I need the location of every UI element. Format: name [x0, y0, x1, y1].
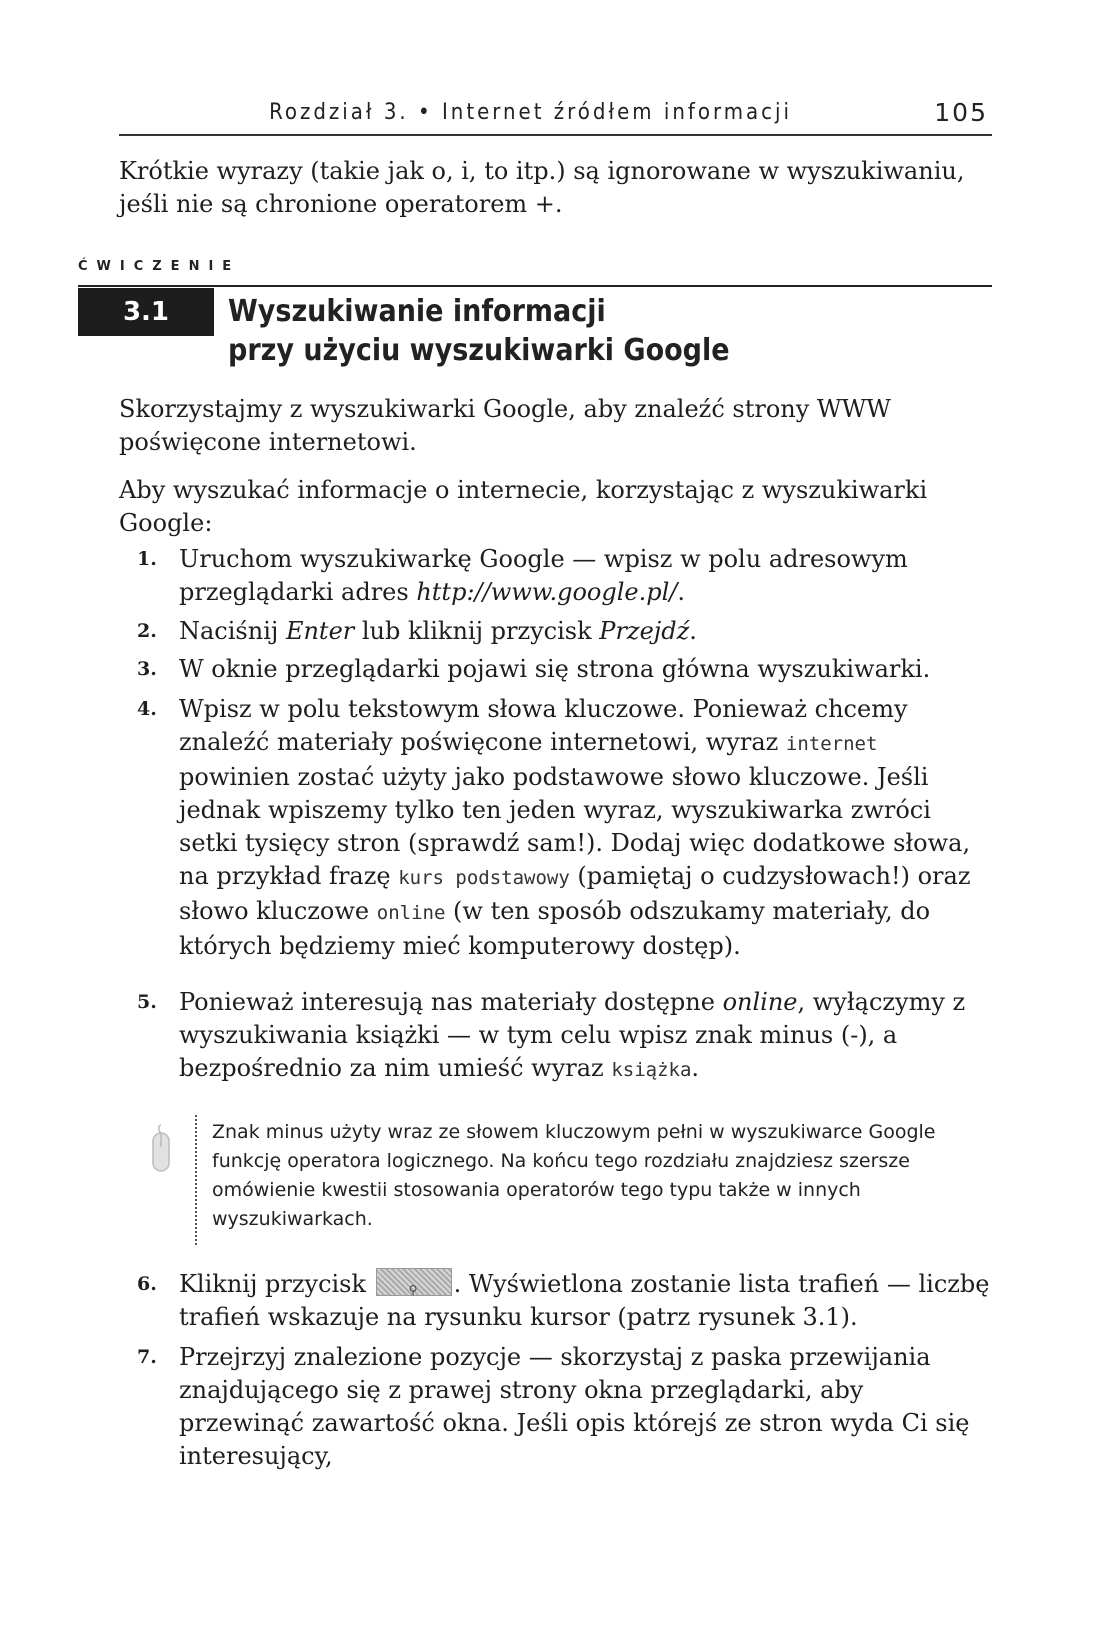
page-number: 105 [934, 98, 988, 127]
step-number: 2. [137, 620, 157, 642]
step-text: Przejrzyj znalezione pozycje — skorzystaj z paska przewijania znajdującego się z prawej strony okna przeglądarki, aby przewinąć zawartość okna. Jeśli opis którejś ze stron wyda Ci się interesujący, [179, 1343, 970, 1470]
step-text: Uruchom wyszukiwarkę Google — wpisz w polu adresowym przeglądarki adres http://www.google.pl/. [179, 545, 908, 606]
step-text: W oknie przeglądarki pojawi się strona główna wyszukiwarki. [179, 655, 931, 683]
exercise-title-line2: przy użyciu wyszukiwarki Google [228, 333, 730, 368]
step-text: Wpisz w polu tekstowym słowa kluczowe. Ponieważ chcemy znaleźć materiały poświęcone internetowi, wyraz internet powinien zostać użyty jako podstawowe słowo kluczowe. Jeśli jednak wpiszemy tylko ten jeden wyraz, wyszukiwarka zwróci setki tysięcy stron (sprawdź sam!). Dodaj więc dodatkowe słowa, na przykład frazę kurs podstawowy (pamiętaj o cudzysłowach!) oraz słowo kluczowe online (w ten sposób odszukamy materiały, do których będziemy mieć komputerowy dostęp). [179, 695, 971, 960]
exercise-label: ĆWICZENIE [78, 259, 241, 274]
exercise-title [228, 292, 948, 370]
step-number: 5. [137, 991, 157, 1013]
magnifier-icon: ⚲ [408, 1283, 418, 1297]
exercise-number: 3.1 [78, 288, 214, 336]
note-divider [195, 1115, 197, 1245]
step-text: Ponieważ interesują nas materiały dostępne online, wyłączymy z wyszukiwania książki — w tym celu wpisz znak minus (-), a bezpośrednio za nim umieść wyraz książka. [179, 988, 966, 1082]
exercise-rule [78, 285, 992, 287]
running-header [119, 96, 992, 136]
step-number: 7. [137, 1346, 157, 1368]
step-text: Naciśnij Enter lub kliknij przycisk Przejdź. [179, 617, 697, 645]
url-text: http://www.google.pl/ [416, 578, 678, 606]
chapter-title: Rozdział 3. • Internet źródłem informacji [269, 100, 792, 125]
mouse-icon [150, 1123, 172, 1183]
intro-paragraph: Krótkie wyrazy (takie jak o, i, to itp.) są ignorowane w wyszukiwaniu, jeśli nie są chronione operatorem +. [119, 157, 965, 218]
step-number: 1. [137, 548, 157, 570]
step-number: 3. [137, 658, 157, 680]
step-text: Kliknij przycisk ⚲ . Wyświetlona zostanie lista trafień — liczbę trafień wskazuje na rysunku kursor (patrz rysunek 3.1). [179, 1270, 990, 1331]
search-button-image [376, 1268, 452, 1296]
note-text: Znak minus użyty wraz ze słowem kluczowym pełni w wyszukiwarce Google funkcję operatora logicznego. Na końcu tego rozdziału znajdziesz szersze omówienie kwestii stosowania operatorów tego typu także w innych wyszukiwarkach. [212, 1121, 936, 1230]
paragraph-intro-google: Skorzystajmy z wyszukiwarki Google, aby znaleźć strony WWW poświęcone internetowi. [119, 395, 891, 456]
step-number: 4. [137, 698, 157, 720]
paragraph-instructions: Aby wyszukać informacje o internecie, korzystając z wyszukiwarki Google: [119, 476, 928, 537]
step-number: 6. [137, 1273, 157, 1295]
exercise-title-line1: Wyszukiwanie informacji [228, 294, 606, 329]
